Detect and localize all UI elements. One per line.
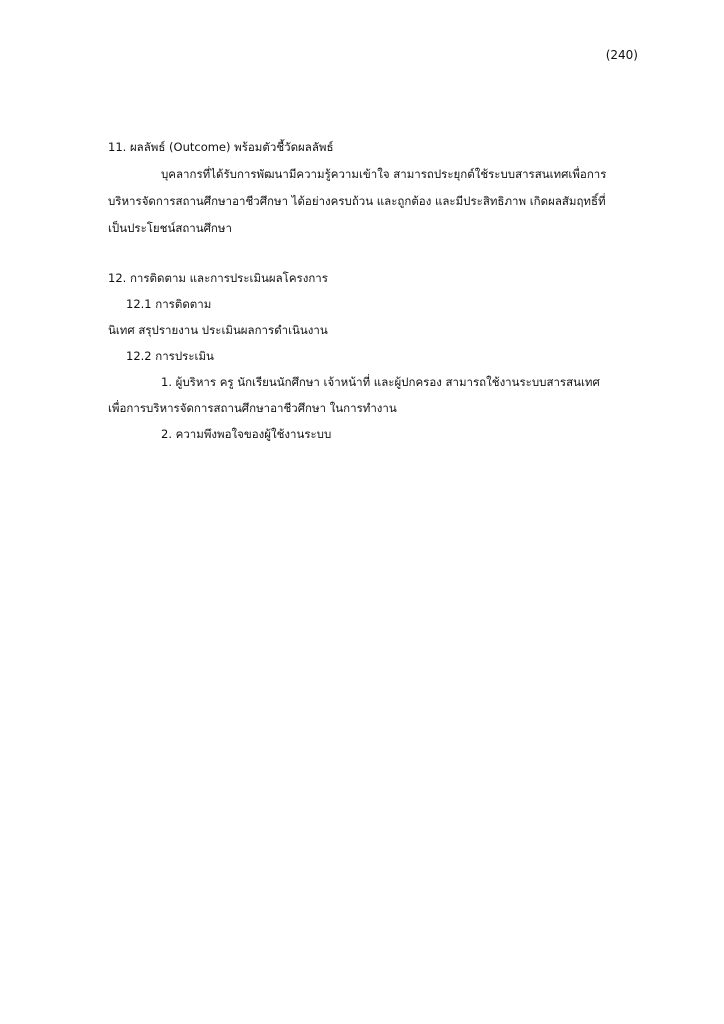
section-11-paragraph-line-2: บริหารจัดการสถานศึกษาอาชีวศึกษา ได้อย่างครบถ้วน และถูกต้อง และมีประสิทธิภาพ เกิดผลสัมฤทธิ์ที่ xyxy=(108,194,606,208)
page-number: (240) xyxy=(605,48,638,62)
section-12-1-heading: 12.1 การติดตาม xyxy=(126,297,212,311)
section-12-2-item-1-line-1: 1. ผู้บริหาร ครู นักเรียนนักศึกษา เจ้าหน้าที่ และผู้ปกครอง สามารถใช้งานระบบสารสนเทศ xyxy=(161,375,600,389)
section-11-paragraph-line-3: เป็นประโยชน์สถานศึกษา xyxy=(108,221,232,235)
section-12-2-item-1-line-2: เพื่อการบริหารจัดการสถานศึกษาอาชีวศึกษา ในการทำงาน xyxy=(108,401,397,415)
section-12-1-text: นิเทศ สรุปรายงาน ประเมินผลการดำเนินงาน xyxy=(108,323,328,337)
section-12-2-heading: 12.2 การประเมิน xyxy=(126,349,214,363)
section-12-2-item-2: 2. ความพึงพอใจของผู้ใช้งานระบบ xyxy=(161,427,332,441)
section-11-heading: 11. ผลลัพธ์ (Outcome) พร้อมตัวชี้วัดผลลัพธ์ xyxy=(108,140,334,154)
section-11-paragraph-line-1: บุคลากรที่ได้รับการพัฒนามีความรู้ความเข้าใจ สามารถประยุกต์ใช้ระบบสารสนเทศเพื่อการ xyxy=(161,167,607,181)
section-12-heading: 12. การติดตาม และการประเมินผลโครงการ xyxy=(108,271,328,285)
